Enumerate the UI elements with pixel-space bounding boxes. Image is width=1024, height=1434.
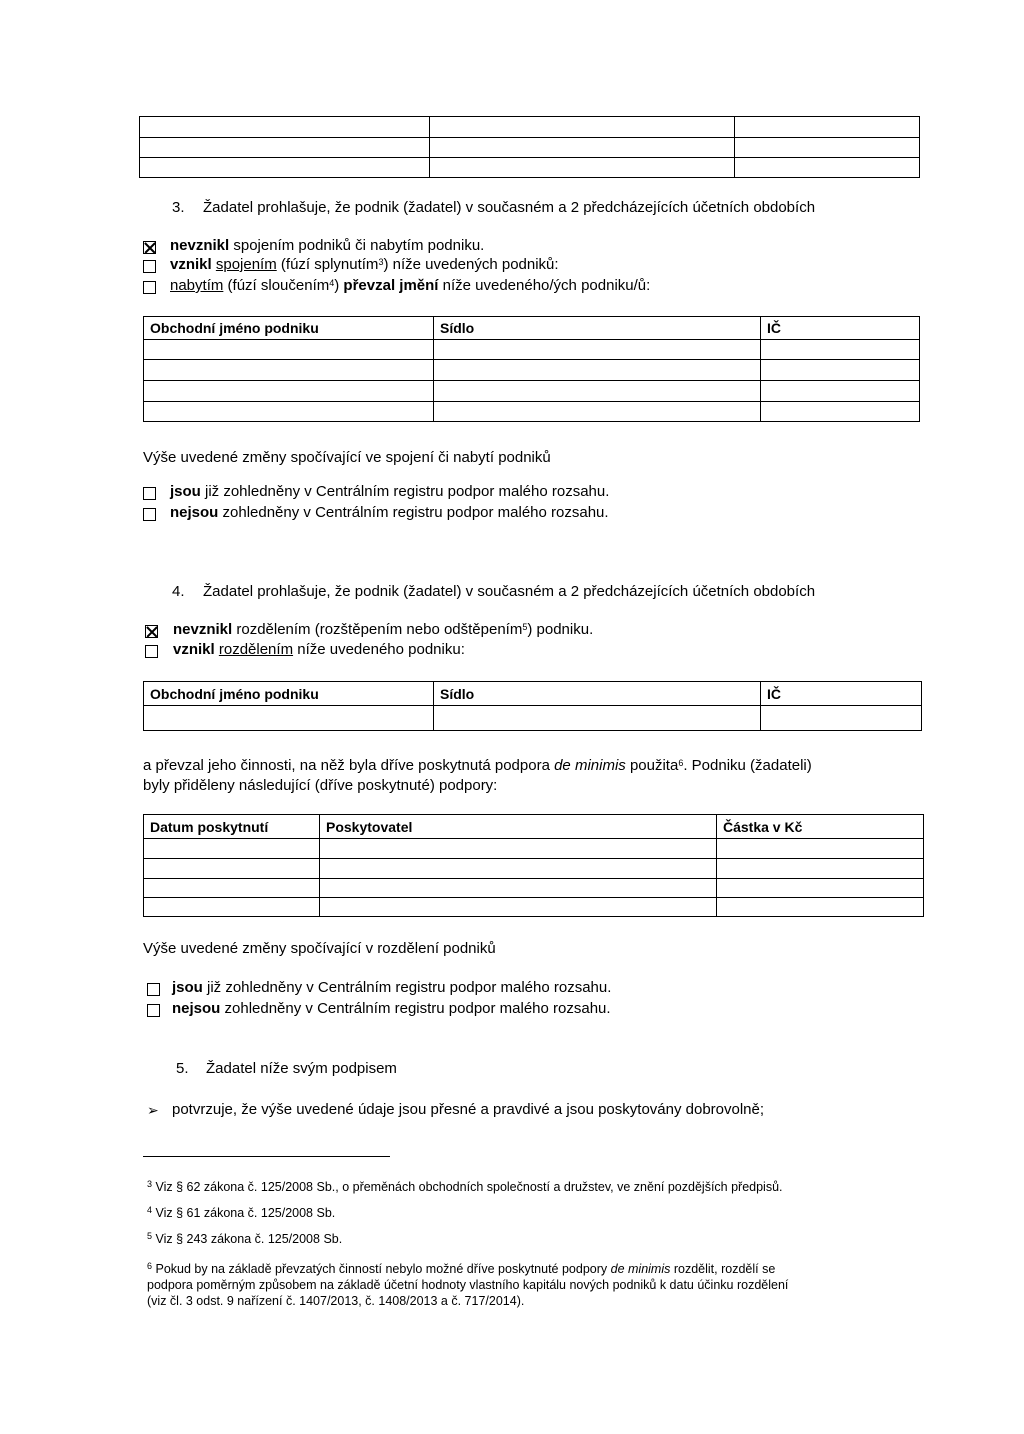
table-cell[interactable]	[144, 706, 434, 731]
section3-option1: nevznikl spojením podniků či nabytím podniku.	[170, 237, 485, 254]
section3-not-registered-checkbox[interactable]	[143, 508, 156, 521]
section3-option2: vznikl spojením (fúzí splynutím$^3$) níže uvedených podniků:	[170, 256, 559, 273]
table-header-row	[144, 317, 920, 340]
section4-heading: Žadatel prohlašuje, že podnik (žadatel) v současném a 2 předcházejících účetních obdobích	[203, 583, 816, 600]
column-header-seat: Sídlo	[434, 682, 761, 706]
section5-number: 5.	[176, 1060, 189, 1077]
section3-merger-table	[143, 316, 920, 422]
section3-heading: Žadatel prohlašuje, že podnik (žadatel) v současném a 2 předcházejících účetních obdobích	[203, 199, 816, 216]
table-cell[interactable]	[430, 117, 735, 138]
column-header-name: Obchodní jméno podniku	[144, 682, 434, 706]
column-header-provider: Poskytovatel	[320, 815, 717, 839]
table-row	[140, 138, 920, 158]
section3-registered-label: jsou již zohledněny v Centrálním registru podpor malého rozsahu.	[170, 483, 610, 500]
table-row	[140, 158, 920, 178]
column-header-amount: Částka v Kč	[717, 815, 924, 839]
table-row	[144, 340, 920, 360]
section4-aid-table	[143, 814, 924, 917]
footnote-divider	[143, 1156, 390, 1157]
table-cell[interactable]	[140, 138, 430, 158]
table-cell[interactable]	[320, 839, 717, 859]
section3-option3-checkbox[interactable]	[143, 281, 156, 294]
top-table	[139, 116, 920, 178]
table-cell[interactable]	[761, 706, 922, 731]
footnote-3: $^3$ Viz § 62 zákona č. 125/2008 Sb., o přeměnách obchodních společností a družstev, ve znění pozdějších předpisů.	[147, 1179, 783, 1194]
footnote-6-line3: (viz čl. 3 odst. 9 nařízení č. 1407/2013, č. 1408/2013 a č. 717/2014).	[147, 1294, 525, 1308]
table-cell[interactable]	[761, 402, 920, 422]
column-header-seat: Sídlo	[434, 317, 761, 340]
table-cell[interactable]	[761, 340, 920, 360]
table-row	[144, 402, 920, 422]
table-cell[interactable]	[434, 706, 761, 731]
table-cell[interactable]	[430, 138, 735, 158]
table-row	[140, 117, 920, 138]
section4-option1-checkbox[interactable]	[145, 625, 158, 638]
footnote-6-line2: podpora poměrným způsobem na základě účetní hodnoty vlastního kapitálu nových podniků k datu účinku rozdělení	[147, 1278, 789, 1292]
column-header-id: IČ	[761, 682, 922, 706]
table-cell[interactable]	[144, 898, 320, 917]
section3-number: 3.	[172, 199, 185, 216]
table-cell[interactable]	[140, 117, 430, 138]
table-cell[interactable]	[735, 138, 920, 158]
section3-not-registered-label: nejsou zohledněny v Centrálním registru podpor malého rozsahu.	[170, 504, 609, 521]
section4-changes-text: Výše uvedené změny spočívající v rozdělení podniků	[143, 940, 496, 957]
footnote-6	[147, 1261, 937, 1309]
section4-not-registered-label: nejsou zohledněny v Centrálním registru podpor malého rozsahu.	[172, 1000, 611, 1017]
table-cell[interactable]	[320, 859, 717, 879]
table-row	[144, 360, 920, 381]
column-header-id: IČ	[761, 317, 920, 340]
section3-option1-checkbox[interactable]	[143, 241, 156, 254]
section4-number: 4.	[172, 583, 185, 600]
bullet-arrow-icon: ➢	[147, 1102, 159, 1118]
column-header-name: Obchodní jméno podniku	[144, 317, 434, 340]
table-cell[interactable]	[430, 158, 735, 178]
table-cell[interactable]	[320, 879, 717, 898]
section4-option2-checkbox[interactable]	[145, 645, 158, 658]
column-header-date: Datum poskytnutí	[144, 815, 320, 839]
table-cell[interactable]	[717, 859, 924, 879]
section4-division-table	[143, 681, 922, 731]
table-cell[interactable]	[434, 402, 761, 422]
table-row	[144, 879, 924, 898]
table-cell[interactable]	[735, 117, 920, 138]
table-header-row	[144, 815, 924, 839]
section4-option1: nevznikl rozdělením (rozštěpením nebo odštěpením$^5$) podniku.	[173, 621, 594, 638]
table-cell[interactable]	[144, 402, 434, 422]
table-cell[interactable]	[140, 158, 430, 178]
table-cell[interactable]	[144, 340, 434, 360]
table-row	[144, 859, 924, 879]
table-cell[interactable]	[320, 898, 717, 917]
section4-option2: vznikl rozdělením níže uvedeného podniku:	[173, 641, 465, 658]
table-cell[interactable]	[144, 381, 434, 402]
table-cell[interactable]	[144, 879, 320, 898]
table-cell[interactable]	[144, 859, 320, 879]
table-cell[interactable]	[434, 381, 761, 402]
table-cell[interactable]	[144, 839, 320, 859]
section3-option3: nabytím (fúzí sloučením$^4$) převzal jmění níže uvedeného/ých podniku/ů:	[170, 277, 651, 294]
table-cell[interactable]	[717, 898, 924, 917]
footnote-4: $^4$ Viz § 61 zákona č. 125/2008 Sb.	[147, 1205, 336, 1220]
section5-bullet-text: potvrzuje, že výše uvedené údaje jsou přesné a pravdivé a jsou poskytovány dobrovolně;	[172, 1101, 765, 1118]
table-cell[interactable]	[434, 340, 761, 360]
table-header-row	[144, 682, 922, 706]
section5-heading: Žadatel níže svým podpisem	[206, 1060, 397, 1077]
table-row	[144, 898, 924, 917]
table-cell[interactable]	[761, 381, 920, 402]
section4-registered-checkbox[interactable]	[147, 983, 160, 996]
table-cell[interactable]	[717, 879, 924, 898]
table-cell[interactable]	[761, 360, 920, 381]
section3-registered-checkbox[interactable]	[143, 487, 156, 500]
table-cell[interactable]	[144, 360, 434, 381]
section4-not-registered-checkbox[interactable]	[147, 1004, 160, 1017]
section3-changes-text: Výše uvedené změny spočívající ve spojení či nabytí podniků	[143, 449, 551, 466]
table-cell[interactable]	[434, 360, 761, 381]
section4-registered-label: jsou již zohledněny v Centrálním registru podpor malého rozsahu.	[172, 979, 612, 996]
section3-option2-checkbox[interactable]	[143, 260, 156, 273]
section4-paragraph-line1: a převzal jeho činnosti, na něž byla dříve poskytnutá podpora de minimis použita$^6$. Podniku (žadateli)	[143, 757, 812, 774]
table-row	[144, 706, 922, 731]
section4-paragraph-line2: byly přiděleny následující (dříve poskytnuté) podpory:	[143, 777, 498, 794]
table-row	[144, 839, 924, 859]
table-row	[144, 381, 920, 402]
table-cell[interactable]	[735, 158, 920, 178]
table-cell[interactable]	[717, 839, 924, 859]
footnote-6-line1: $^6$ Pokud by na základě převzatých činností nebylo možné dříve poskytnuté podpory de minimis rozdělit, rozdělí se	[147, 1261, 776, 1276]
footnote-5: $^5$ Viz § 243 zákona č. 125/2008 Sb.	[147, 1231, 343, 1246]
